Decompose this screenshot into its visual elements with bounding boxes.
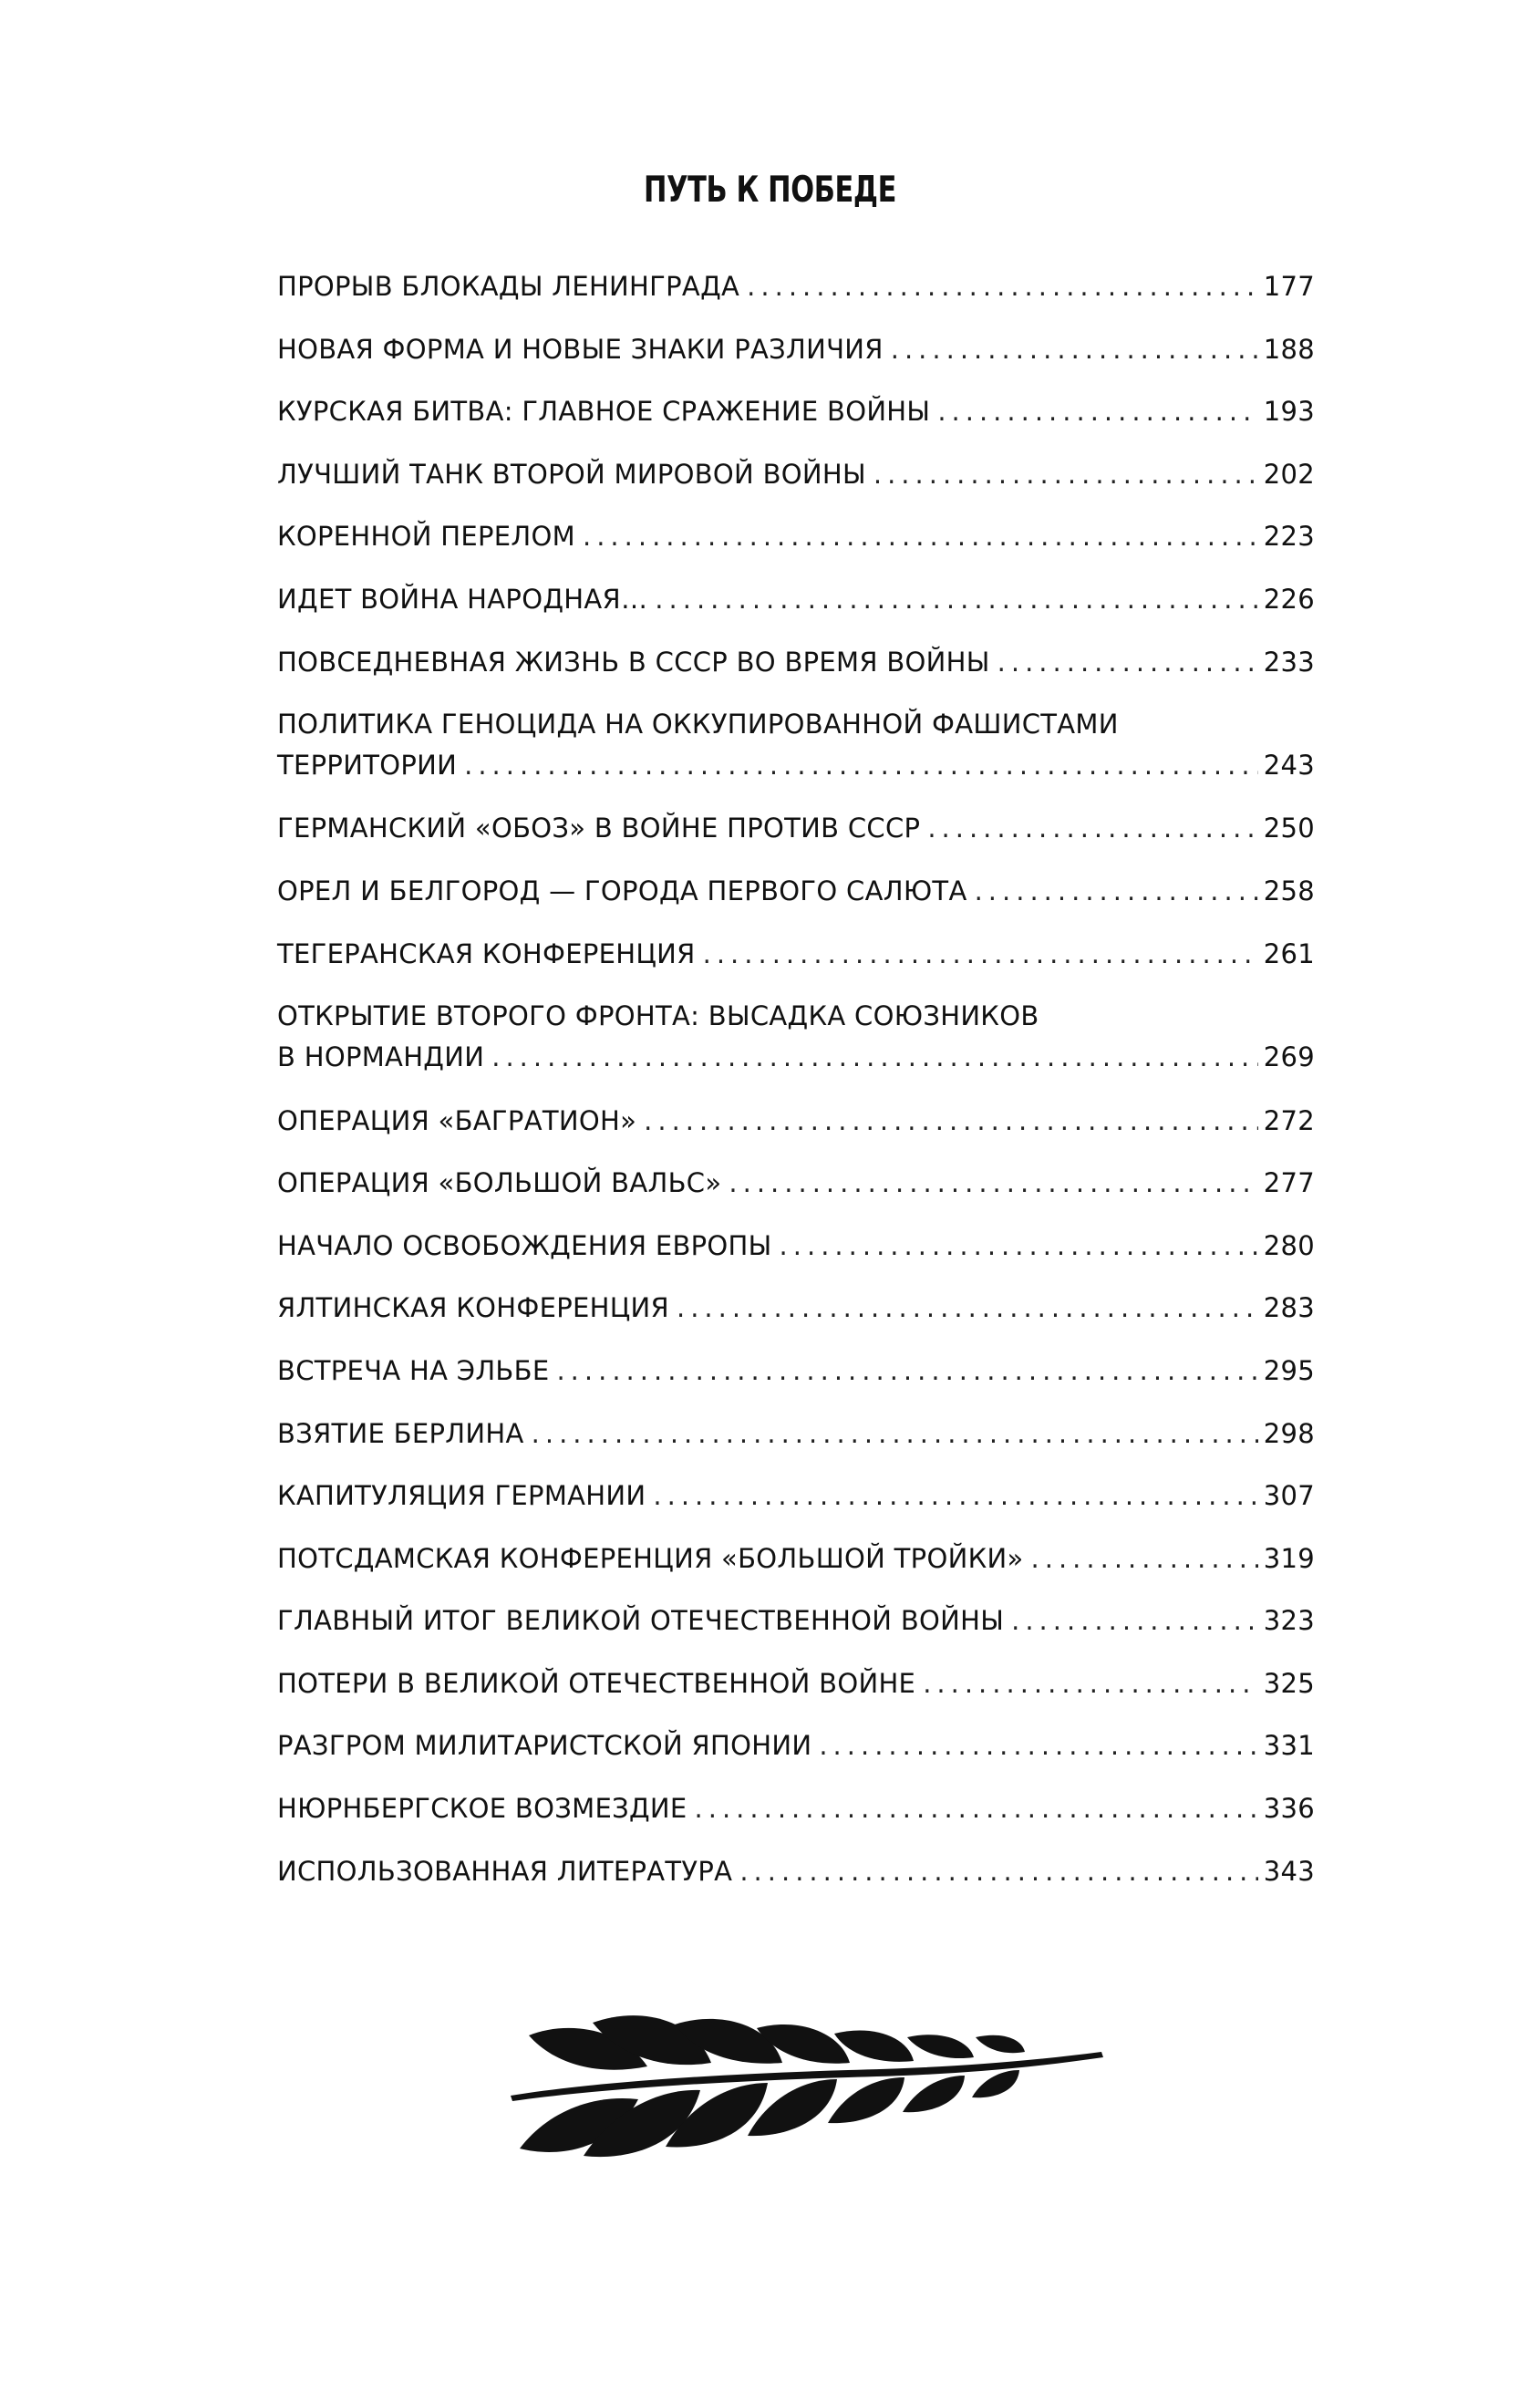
toc-entry-title: ЛУЧШИЙ ТАНК ВТОРОЙ МИРОВОЙ ВОЙНЫ	[277, 458, 866, 490]
dot-leader	[747, 266, 1258, 307]
dot-leader	[729, 1163, 1257, 1204]
toc-entry[interactable]	[277, 934, 1315, 997]
toc-entry[interactable]	[277, 996, 1315, 1100]
toc-entry-title: КАПИТУЛЯЦИЯ ГЕРМАНИИ	[277, 1480, 646, 1512]
dot-leader	[1031, 1538, 1258, 1579]
toc-entry-title: ГЕРМАНСКИЙ «ОБОЗ» В ВОЙНЕ ПРОТИВ СССР	[277, 813, 921, 844]
toc-entry-page: 272	[1263, 1104, 1315, 1136]
toc-entry-title: ПОВСЕДНЕВНАЯ ЖИЗНЬ В СССР ВО ВРЕМЯ ВОЙНЫ	[277, 646, 990, 678]
dot-leader	[677, 1288, 1258, 1329]
toc-entry[interactable]	[277, 454, 1315, 517]
dot-leader	[1011, 1600, 1258, 1641]
toc-entry-title: ОПЕРАЦИЯ «БОЛЬШОЙ ВАЛЬС»	[277, 1167, 722, 1199]
dot-leader	[695, 1788, 1258, 1829]
toc-entry[interactable]	[277, 1163, 1315, 1226]
toc-entry-title: ВСТРЕЧА НА ЭЛЬБЕ	[277, 1354, 550, 1386]
toc-entry-page: 331	[1263, 1730, 1315, 1762]
toc-entry-title: РАЗГРОМ МИЛИТАРИСТСКОЙ ЯПОНИИ	[277, 1730, 812, 1762]
toc-entry[interactable]	[277, 1101, 1315, 1164]
toc-entry[interactable]	[277, 1600, 1315, 1663]
toc-entry[interactable]	[277, 808, 1315, 871]
toc-entry-title: ОПЕРАЦИЯ «БАГРАТИОН»	[277, 1104, 637, 1136]
toc-entry-title: ЯЛТИНСКАЯ КОНФЕРЕНЦИЯ	[277, 1292, 669, 1324]
dot-leader	[655, 579, 1257, 620]
toc-entry[interactable]	[277, 1725, 1315, 1788]
toc-entry-page: 223	[1263, 521, 1315, 553]
dot-leader	[491, 1037, 1257, 1078]
toc-entry-page: 336	[1263, 1793, 1315, 1825]
toc-entry-page: 193	[1263, 396, 1315, 428]
toc-entry-title: ВЗЯТИЕ БЕРЛИНА	[277, 1417, 524, 1449]
toc-entry-title: КУРСКАЯ БИТВА: ГЛАВНОЕ СРАЖЕНИЕ ВОЙНЫ	[277, 396, 931, 428]
toc-entry[interactable]	[277, 329, 1315, 392]
dot-leader	[739, 1851, 1257, 1892]
dot-leader	[583, 516, 1258, 557]
toc-entry-title: ПРОРЫВ БЛОКАДЫ ЛЕНИНГРАДА	[277, 271, 740, 302]
dot-leader	[780, 1226, 1258, 1267]
dot-leader	[703, 934, 1258, 975]
dot-leader	[997, 642, 1258, 683]
dot-leader	[923, 1663, 1258, 1704]
toc-entry-page: 258	[1263, 875, 1315, 907]
toc-entry-page: 277	[1263, 1167, 1315, 1199]
toc-entry[interactable]	[277, 391, 1315, 454]
toc-entry-title: КОРЕННОЙ ПЕРЕЛОМ	[277, 521, 575, 553]
toc-entry-title: ОРЕЛ И БЕЛГОРОД — ГОРОДА ПЕРВОГО САЛЮТА	[277, 875, 967, 907]
toc-entry-page: 307	[1263, 1480, 1315, 1512]
dot-leader	[644, 1101, 1258, 1142]
toc-entry-title: ИДЕТ ВОЙНА НАРОДНАЯ…	[277, 583, 648, 615]
toc-entry[interactable]	[277, 1663, 1315, 1726]
toc-entry-page: 233	[1263, 646, 1315, 678]
toc-entry[interactable]	[277, 1226, 1315, 1289]
toc-entry-page: 202	[1263, 458, 1315, 490]
toc-entry-page: 243	[1263, 750, 1315, 782]
laurel-branch-icon	[492, 1979, 1112, 2161]
toc-entry-page: 177	[1263, 271, 1315, 302]
toc-entry[interactable]	[277, 1413, 1315, 1476]
toc-entry[interactable]	[277, 1288, 1315, 1351]
toc-entry-page: 319	[1263, 1542, 1315, 1574]
toc-entry-page: 343	[1263, 1855, 1315, 1887]
toc-entry-page: 280	[1263, 1229, 1315, 1261]
toc-entry[interactable]	[277, 516, 1315, 579]
table-of-contents	[277, 266, 1315, 1913]
toc-entry[interactable]	[277, 1351, 1315, 1413]
toc-entry[interactable]	[277, 1788, 1315, 1851]
toc-entry-page: 261	[1263, 937, 1315, 969]
toc-entry-title: ИСПОЛЬЗОВАННАЯ ЛИТЕРАТУРА	[277, 1855, 733, 1887]
toc-entry[interactable]	[277, 1538, 1315, 1601]
toc-entry-page: 226	[1263, 583, 1315, 615]
dot-leader	[873, 454, 1258, 495]
dot-leader	[975, 871, 1258, 912]
dot-leader	[653, 1476, 1257, 1517]
toc-entry-title-line2: ТЕРРИТОРИИ	[277, 750, 458, 782]
toc-entry-page: 188	[1263, 333, 1315, 365]
toc-entry-title: ПОТСДАМСКАЯ КОНФЕРЕНЦИЯ «БОЛЬШОЙ ТРОЙКИ»	[277, 1542, 1024, 1574]
toc-entry-page: 323	[1263, 1605, 1315, 1637]
section-title: ПУТЬ К ПОБЕДЕ	[644, 170, 896, 211]
toc-entry-title-line1: ПОЛИТИКА ГЕНОЦИДА НА ОККУПИРОВАННОЙ ФАШИСТАМИ	[277, 709, 1119, 740]
toc-entry-title: ПОТЕРИ В ВЕЛИКОЙ ОТЕЧЕСТВЕННОЙ ВОЙНЕ	[277, 1667, 916, 1699]
toc-entry-title: ТЕГЕРАНСКАЯ КОНФЕРЕНЦИЯ	[277, 937, 696, 969]
toc-entry-page: 298	[1263, 1417, 1315, 1449]
dot-leader	[891, 329, 1258, 370]
toc-entry[interactable]	[277, 871, 1315, 934]
toc-entry-title: НЮРНБЕРГСКОЕ ВОЗМЕЗДИЕ	[277, 1793, 687, 1825]
toc-entry-page: 325	[1263, 1667, 1315, 1699]
toc-entry[interactable]	[277, 704, 1315, 808]
toc-entry-title: НОВАЯ ФОРМА И НОВЫЕ ЗНАКИ РАЗЛИЧИЯ	[277, 333, 884, 365]
dot-leader	[937, 391, 1257, 432]
toc-entry[interactable]	[277, 579, 1315, 642]
dot-leader	[819, 1725, 1257, 1766]
dot-leader	[927, 808, 1257, 849]
toc-entry[interactable]	[277, 1476, 1315, 1538]
toc-entry-title-line1: ОТКРЫТИЕ ВТОРОГО ФРОНТА: ВЫСАДКА СОЮЗНИКОВ	[277, 1000, 1039, 1032]
toc-entry[interactable]	[277, 642, 1315, 705]
dot-leader	[556, 1351, 1257, 1392]
toc-entry-page: 250	[1263, 813, 1315, 844]
dot-leader	[532, 1413, 1258, 1455]
dot-leader	[464, 745, 1258, 786]
toc-entry-page: 295	[1263, 1354, 1315, 1386]
toc-entry-page: 283	[1263, 1292, 1315, 1324]
toc-entry[interactable]	[277, 1851, 1315, 1914]
toc-entry-title: НАЧАЛО ОСВОБОЖДЕНИЯ ЕВРОПЫ	[277, 1229, 772, 1261]
toc-entry-title: ГЛАВНЫЙ ИТОГ ВЕЛИКОЙ ОТЕЧЕСТВЕННОЙ ВОЙНЫ	[277, 1605, 1005, 1637]
toc-entry[interactable]	[277, 266, 1315, 329]
toc-entry-title-line2: В НОРМАНДИИ	[277, 1041, 485, 1073]
toc-entry-page: 269	[1263, 1041, 1315, 1073]
